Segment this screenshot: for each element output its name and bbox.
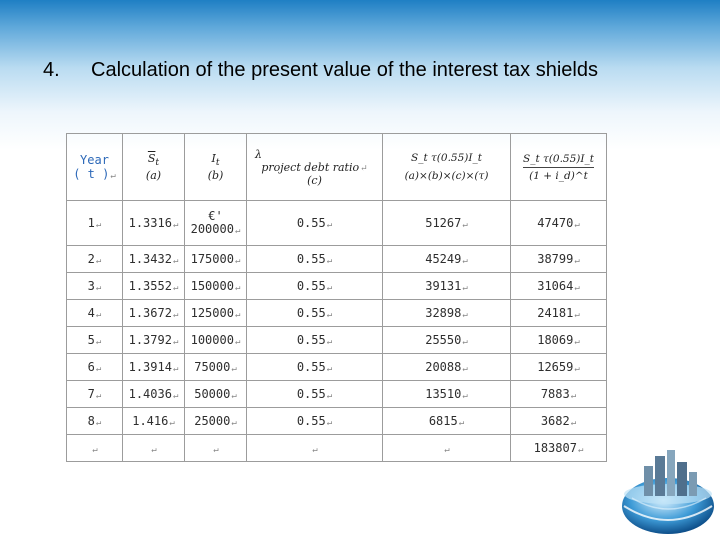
table-row: 8↵ 1.416↵ 25000↵ 0.55↵ 6815↵ 3682↵ (67, 408, 607, 435)
pv-cell: 18069 (537, 333, 574, 347)
s-cell: 1.3316 (128, 216, 172, 230)
interest-tax-shield-table (66, 133, 607, 462)
i-cell: 100000 (190, 333, 234, 347)
shield-cell: 13510 (425, 387, 462, 401)
pv-cell: 3682 (540, 414, 570, 428)
header-row (67, 134, 607, 201)
ratio-cell: 0.55 (296, 216, 326, 230)
year-cell: 2 (87, 252, 95, 266)
s-tag: (a) (145, 168, 162, 182)
table-row: 6↵ 1.3914↵ 75000↵ 0.55↵ 20088↵ 12659↵ (67, 354, 607, 381)
s-cell: 1.416 (132, 414, 169, 428)
heading-title: Calculation of the present value of the interest tax shields (91, 59, 598, 81)
ratio-cell: 0.55 (296, 333, 326, 347)
tax-shield-tag: (a)×(b)×(c)×(τ) (404, 170, 489, 182)
pv-cell: 38799 (537, 252, 574, 266)
i-cell: 25000 (194, 414, 231, 428)
i-cell: 150000 (190, 279, 234, 293)
pv-cell: 7883 (540, 387, 570, 401)
debt-ratio-header: λ project debt ratio↵ (c) (247, 134, 383, 201)
s-cell: 1.4036 (128, 387, 172, 401)
total-row: ↵ ↵ ↵ ↵ ↵ 183807↵ (67, 435, 607, 462)
s-symbol: $\overline{S}$ (147, 152, 156, 166)
i-header (185, 134, 247, 201)
shield-cell: 45249 (425, 252, 462, 266)
pv-denominator: (1 + i_d)^t (529, 169, 588, 182)
table-row: 2↵ 1.3432↵ 175000↵ 0.55↵ 45249↵ 38799↵ (67, 246, 607, 273)
total-pv-cell: 183807 (533, 441, 577, 455)
year-cell: 4 (87, 306, 95, 320)
s-header (123, 134, 185, 201)
i-cell: 75000 (194, 360, 231, 374)
year-cell: 8 (87, 414, 95, 428)
table-row: 7↵ 1.4036↵ 50000↵ 0.55↵ 13510↵ 7883↵ (67, 381, 607, 408)
pv-cell: 47470 (537, 216, 574, 230)
year-cell: 6 (87, 360, 95, 374)
ratio-cell: 0.55 (296, 252, 326, 266)
year-cell: 7 (87, 387, 95, 401)
i-cell: 200000 (190, 222, 234, 236)
tax-shield-formula: S_t τ(0.55)I_t (411, 152, 482, 164)
table-row: 4↵ 1.3672↵ 125000↵ 0.55↵ 32898↵ 24181↵ (67, 300, 607, 327)
table-row: 3↵ 1.3552↵ 150000↵ 0.55↵ 39131↵ 31064↵ (67, 273, 607, 300)
heading-number: 4. (43, 59, 60, 81)
shield-cell: 32898 (425, 306, 462, 320)
table-row: 1↵ 1.3316↵ €' 200000↵ 0.55↵ 51267↵ 47470↵ (67, 201, 607, 246)
debt-ratio-label: project debt ratio (261, 160, 360, 174)
ratio-cell: 0.55 (296, 279, 326, 293)
s-cell: 1.3432 (128, 252, 172, 266)
shield-cell: 25550 (425, 333, 462, 347)
shield-cell: 20088 (425, 360, 462, 374)
shield-cell: 6815 (428, 414, 458, 428)
ratio-cell: 0.55 (296, 360, 326, 374)
i-tag: (b) (207, 168, 224, 182)
year-cell: 5 (87, 333, 95, 347)
year-cell: 1 (87, 216, 95, 230)
i-cell: 175000 (190, 252, 234, 266)
pv-cell: 24181 (537, 306, 574, 320)
ratio-cell: 0.55 (296, 387, 326, 401)
ratio-cell: 0.55 (296, 414, 326, 428)
year-header-label: Year (80, 153, 109, 167)
s-cell: 1.3792 (128, 333, 172, 347)
i-subscript: t (215, 157, 220, 169)
s-cell: 1.3914 (128, 360, 172, 374)
tax-shield-header (383, 134, 511, 201)
table-row: 5↵ 1.3792↵ 100000↵ 0.55↵ 25550↵ 18069↵ (67, 327, 607, 354)
pv-cell: 31064 (537, 279, 574, 293)
i-cell: 125000 (190, 306, 234, 320)
pv-numerator: S_t τ(0.55)I_t (523, 153, 594, 168)
i-cell: 50000 (194, 387, 231, 401)
shield-cell: 51267 (425, 216, 462, 230)
pv-header (511, 134, 607, 201)
pv-cell: 12659 (537, 360, 574, 374)
i-symbol: I (211, 152, 216, 166)
euro-symbol: €' (208, 209, 223, 223)
s-cell: 1.3552 (128, 279, 172, 293)
s-cell: 1.3672 (128, 306, 172, 320)
year-cell: 3 (87, 279, 95, 293)
s-subscript: t (155, 157, 160, 169)
shield-cell: 39131 (425, 279, 462, 293)
ratio-cell: 0.55 (296, 306, 326, 320)
year-header: Year ( t )↵ (67, 134, 123, 201)
globe-city-logo-icon (614, 444, 718, 538)
debt-ratio-tag: (c) (307, 173, 322, 187)
year-header-sub: ( t ) (73, 167, 110, 181)
lambda-symbol: λ (255, 147, 262, 161)
